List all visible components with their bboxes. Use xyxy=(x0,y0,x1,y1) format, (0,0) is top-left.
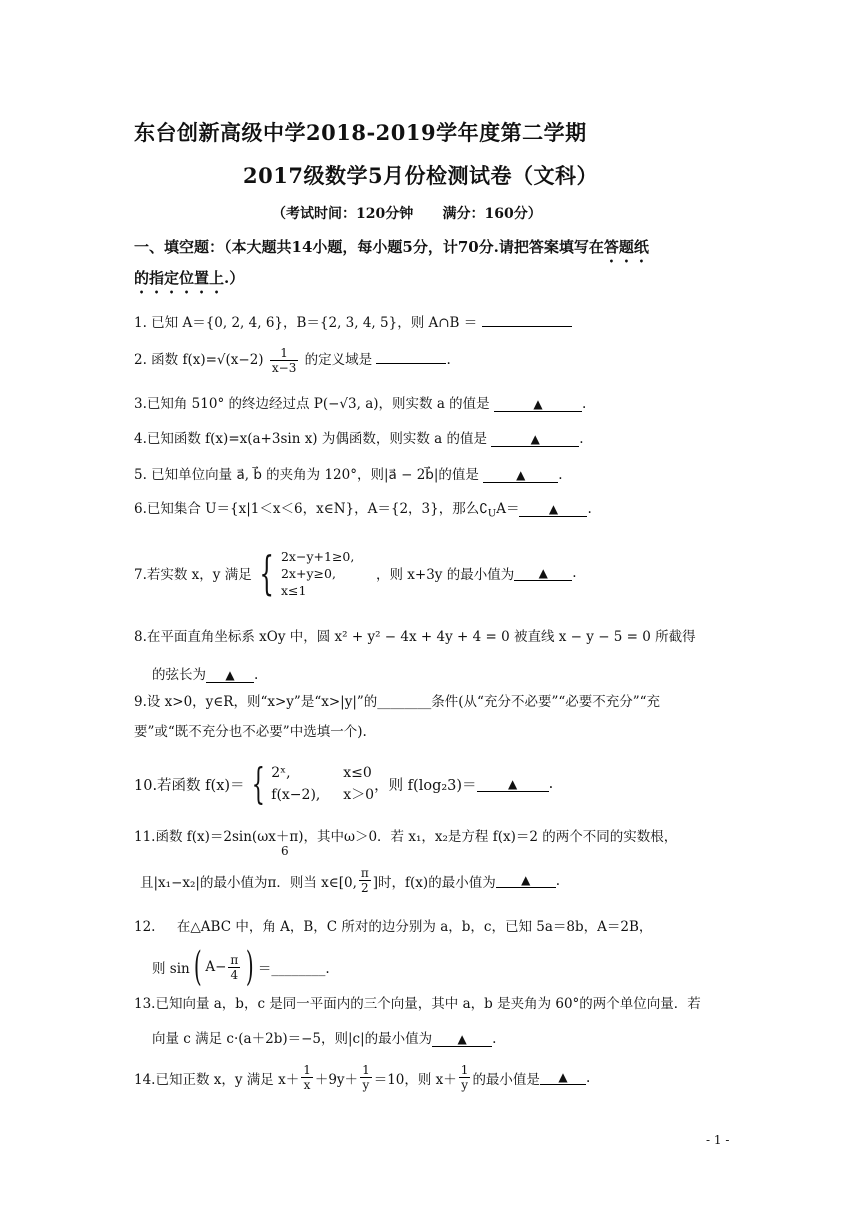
case-1-expr: 2ˣ, xyxy=(271,765,291,781)
question-4-text: 4.已知函数 f(x)=x(a+3sin x) 为偶函数，则实数 a 的值是 xyxy=(134,431,487,447)
fraction xyxy=(228,953,240,982)
question-2 xyxy=(134,346,451,375)
constraint-system xyxy=(281,548,376,599)
question-11-text-a: 且|x₁−x₂|的最小值为π．则当 x∈[0, xyxy=(140,874,357,891)
question-8-line-2 xyxy=(152,663,258,683)
denominator: x−3 xyxy=(271,361,297,375)
case-1-cond: x≤0 xyxy=(343,765,372,781)
fraction xyxy=(270,346,298,375)
question-3-text: 3.已知角 510° 的终边经过点 P(−√3, a)，则实数 a 的值是 xyxy=(134,396,490,412)
question-14-mid-1: ＋9y＋ xyxy=(314,1071,359,1088)
question-3 xyxy=(134,392,586,412)
question-13-label: 向量 c 满足 c·(a＋2b)＝−5，则|c|的最小值为 xyxy=(152,1031,433,1047)
question-6 xyxy=(134,497,592,520)
title-line-1: 东台创新高级中学2018-2019学年度第二学期 xyxy=(134,120,587,145)
question-12-line-2 xyxy=(152,942,330,992)
title-line-2: 2017级数学5月份检测试卷（文科） xyxy=(243,163,599,188)
question-14-end: . xyxy=(585,1069,591,1086)
question-14-pre: 14.已知正数 x，y 满足 x＋ xyxy=(134,1071,300,1088)
question-12-inner: A− xyxy=(205,959,227,975)
question-13-end: . xyxy=(492,1031,497,1047)
question-12-text-a: 则 sin xyxy=(152,961,190,977)
question-11-line-2 xyxy=(140,866,560,895)
answer-blank-11: ▲ xyxy=(496,873,556,888)
section-heading-emphasis-1: 答题纸 xyxy=(603,238,649,256)
question-8-end: . xyxy=(254,667,259,683)
question-7-post: ，则 x+3y 的最小值为 xyxy=(375,567,515,583)
question-5-end: . xyxy=(558,467,563,483)
question-12-line-1: 12. 在△ABC 中，角 A，B，C 所对的边分别为 a，b，c，已知 5a＝8b，A＝2B， xyxy=(134,919,653,935)
section-heading-end: .） xyxy=(224,269,245,287)
answer-blank-3: ▲ xyxy=(494,397,582,412)
question-7-pre: 7.若实数 x，y 满足 xyxy=(134,567,252,583)
question-12-text-b: ＝________. xyxy=(257,961,330,977)
denominator: 2 xyxy=(361,881,369,895)
numerator: π xyxy=(360,866,369,880)
section-heading-emphasis-2: 的指定位置上 xyxy=(134,269,225,287)
numerator: 1 xyxy=(270,346,298,361)
fraction xyxy=(301,1063,313,1092)
question-11-denominator: 6 xyxy=(281,844,289,858)
constraint-3: x≤1 xyxy=(280,582,307,598)
numerator: π xyxy=(230,952,239,967)
left-paren-icon: ( xyxy=(193,944,202,990)
question-5 xyxy=(134,463,563,483)
answer-blank-2 xyxy=(376,349,446,364)
answer-blank-5: ▲ xyxy=(483,468,558,483)
answer-blank-6: ▲ xyxy=(519,502,587,517)
question-2-pre: 2. 函数 f(x)=√(x−2) xyxy=(134,352,268,368)
question-4-end: . xyxy=(579,431,584,447)
page-number: - 1 - xyxy=(706,1133,730,1147)
question-2-end: . xyxy=(446,352,451,368)
piecewise-cases xyxy=(271,762,374,806)
exam-info: （考试时间：120分钟 满分：160分） xyxy=(272,206,542,222)
question-1 xyxy=(134,311,572,331)
section-heading-cont xyxy=(134,267,244,297)
question-8-label: 的弦长为 xyxy=(152,667,206,683)
question-6-text: 6.已知集合 U＝{x|1＜x＜6，x∈N}，A＝{2，3}，那么∁ xyxy=(134,501,488,517)
question-14-mid-2: ＝10，则 x＋ xyxy=(373,1071,457,1088)
question-14 xyxy=(134,1063,590,1092)
answer-blank-1 xyxy=(482,312,572,327)
question-8-line-1: 8.在平面直角坐标系 xOy 中，圆 x² + y² − 4x + 4y + 4 = 0 被直线 x − y − 5 = 0 所截得 xyxy=(134,629,696,645)
constraint-1: 2x−y+1≥0, xyxy=(280,548,355,564)
fraction xyxy=(359,866,371,895)
section-heading-text: 一、填空题：（本大题共14小题，每小题5分，计70分.请把答案填写在 xyxy=(134,238,604,256)
answer-blank-13: ▲ xyxy=(432,1032,492,1047)
question-10-pre: 10.若函数 f(x)＝ xyxy=(134,777,245,794)
constraint-2: 2x+y≥0, xyxy=(280,565,336,581)
question-10 xyxy=(134,758,553,810)
answer-blank-7: ▲ xyxy=(514,566,572,581)
question-11-end: . xyxy=(555,872,560,889)
question-1-text: 1. 已知 A＝{0, 2, 4, 6}，B＝{2, 3, 4, 5}，则 A∩B ＝ xyxy=(134,315,478,331)
question-5-text: 5. 已知单位向量 a⃗, b⃗ 的夹角为 120°，则|a⃗ − 2b⃗|的值是 xyxy=(134,467,479,483)
numerator: 1 xyxy=(362,1063,370,1077)
case-2-cond: x＞0 xyxy=(343,787,375,803)
right-paren-icon: ) xyxy=(246,944,255,990)
question-13-line-2 xyxy=(152,1027,496,1047)
question-2-post: 的定义域是 xyxy=(300,352,373,368)
fraction xyxy=(459,1063,471,1092)
question-11-line-1: 11.函数 f(x)＝2sin(ωx＋π)，其中ω＞0．若 x₁，x₂是方程 f(x)＝2 的两个不同的实数根， xyxy=(134,829,678,845)
question-3-end: . xyxy=(581,396,587,412)
question-9-line-1: 9.设 x>0，y∈R，则“x>y”是“x>|y|”的________条件(从“充分不必要”“必要不充分”“充 xyxy=(134,694,661,710)
numerator: 1 xyxy=(303,1063,311,1077)
case-2 xyxy=(271,784,374,806)
question-6-after: A＝ xyxy=(496,501,520,517)
question-7-end: . xyxy=(572,565,577,581)
answer-blank-10: ▲ xyxy=(477,777,549,792)
question-10-end: . xyxy=(548,776,554,792)
case-1 xyxy=(271,762,374,784)
denominator: 4 xyxy=(230,967,239,982)
fraction xyxy=(360,1063,372,1092)
numerator: 1 xyxy=(460,1063,469,1077)
denominator: x xyxy=(303,1078,311,1092)
answer-blank-4: ▲ xyxy=(491,432,579,447)
question-11-text-b: ]时，f(x)的最小值为 xyxy=(372,874,496,891)
question-6-end: . xyxy=(587,501,592,517)
complement-subscript: U xyxy=(487,508,497,520)
question-4 xyxy=(134,427,584,447)
left-brace-icon: { xyxy=(259,546,274,600)
left-brace-icon: { xyxy=(251,759,265,808)
question-9-line-2: 要”或“既不充分也不必要”中选填一个). xyxy=(134,724,367,740)
answer-blank-14: ▲ xyxy=(540,1070,586,1085)
question-14-post: 的最小值是 xyxy=(472,1071,540,1088)
section-heading xyxy=(134,236,649,266)
denominator: y xyxy=(461,1078,468,1092)
case-2-expr: f(x−2), xyxy=(271,787,321,803)
question-13-line-1: 13.已知向量 a，b，c 是同一平面内的三个向量，其中 a，b 是夹角为 60°的两个单位向量．若 xyxy=(134,996,701,1012)
denominator: y xyxy=(362,1078,370,1092)
question-7 xyxy=(134,538,577,608)
answer-blank-8: ▲ xyxy=(206,668,254,683)
question-10-post: ，则 f(log₂3)＝ xyxy=(374,777,477,794)
